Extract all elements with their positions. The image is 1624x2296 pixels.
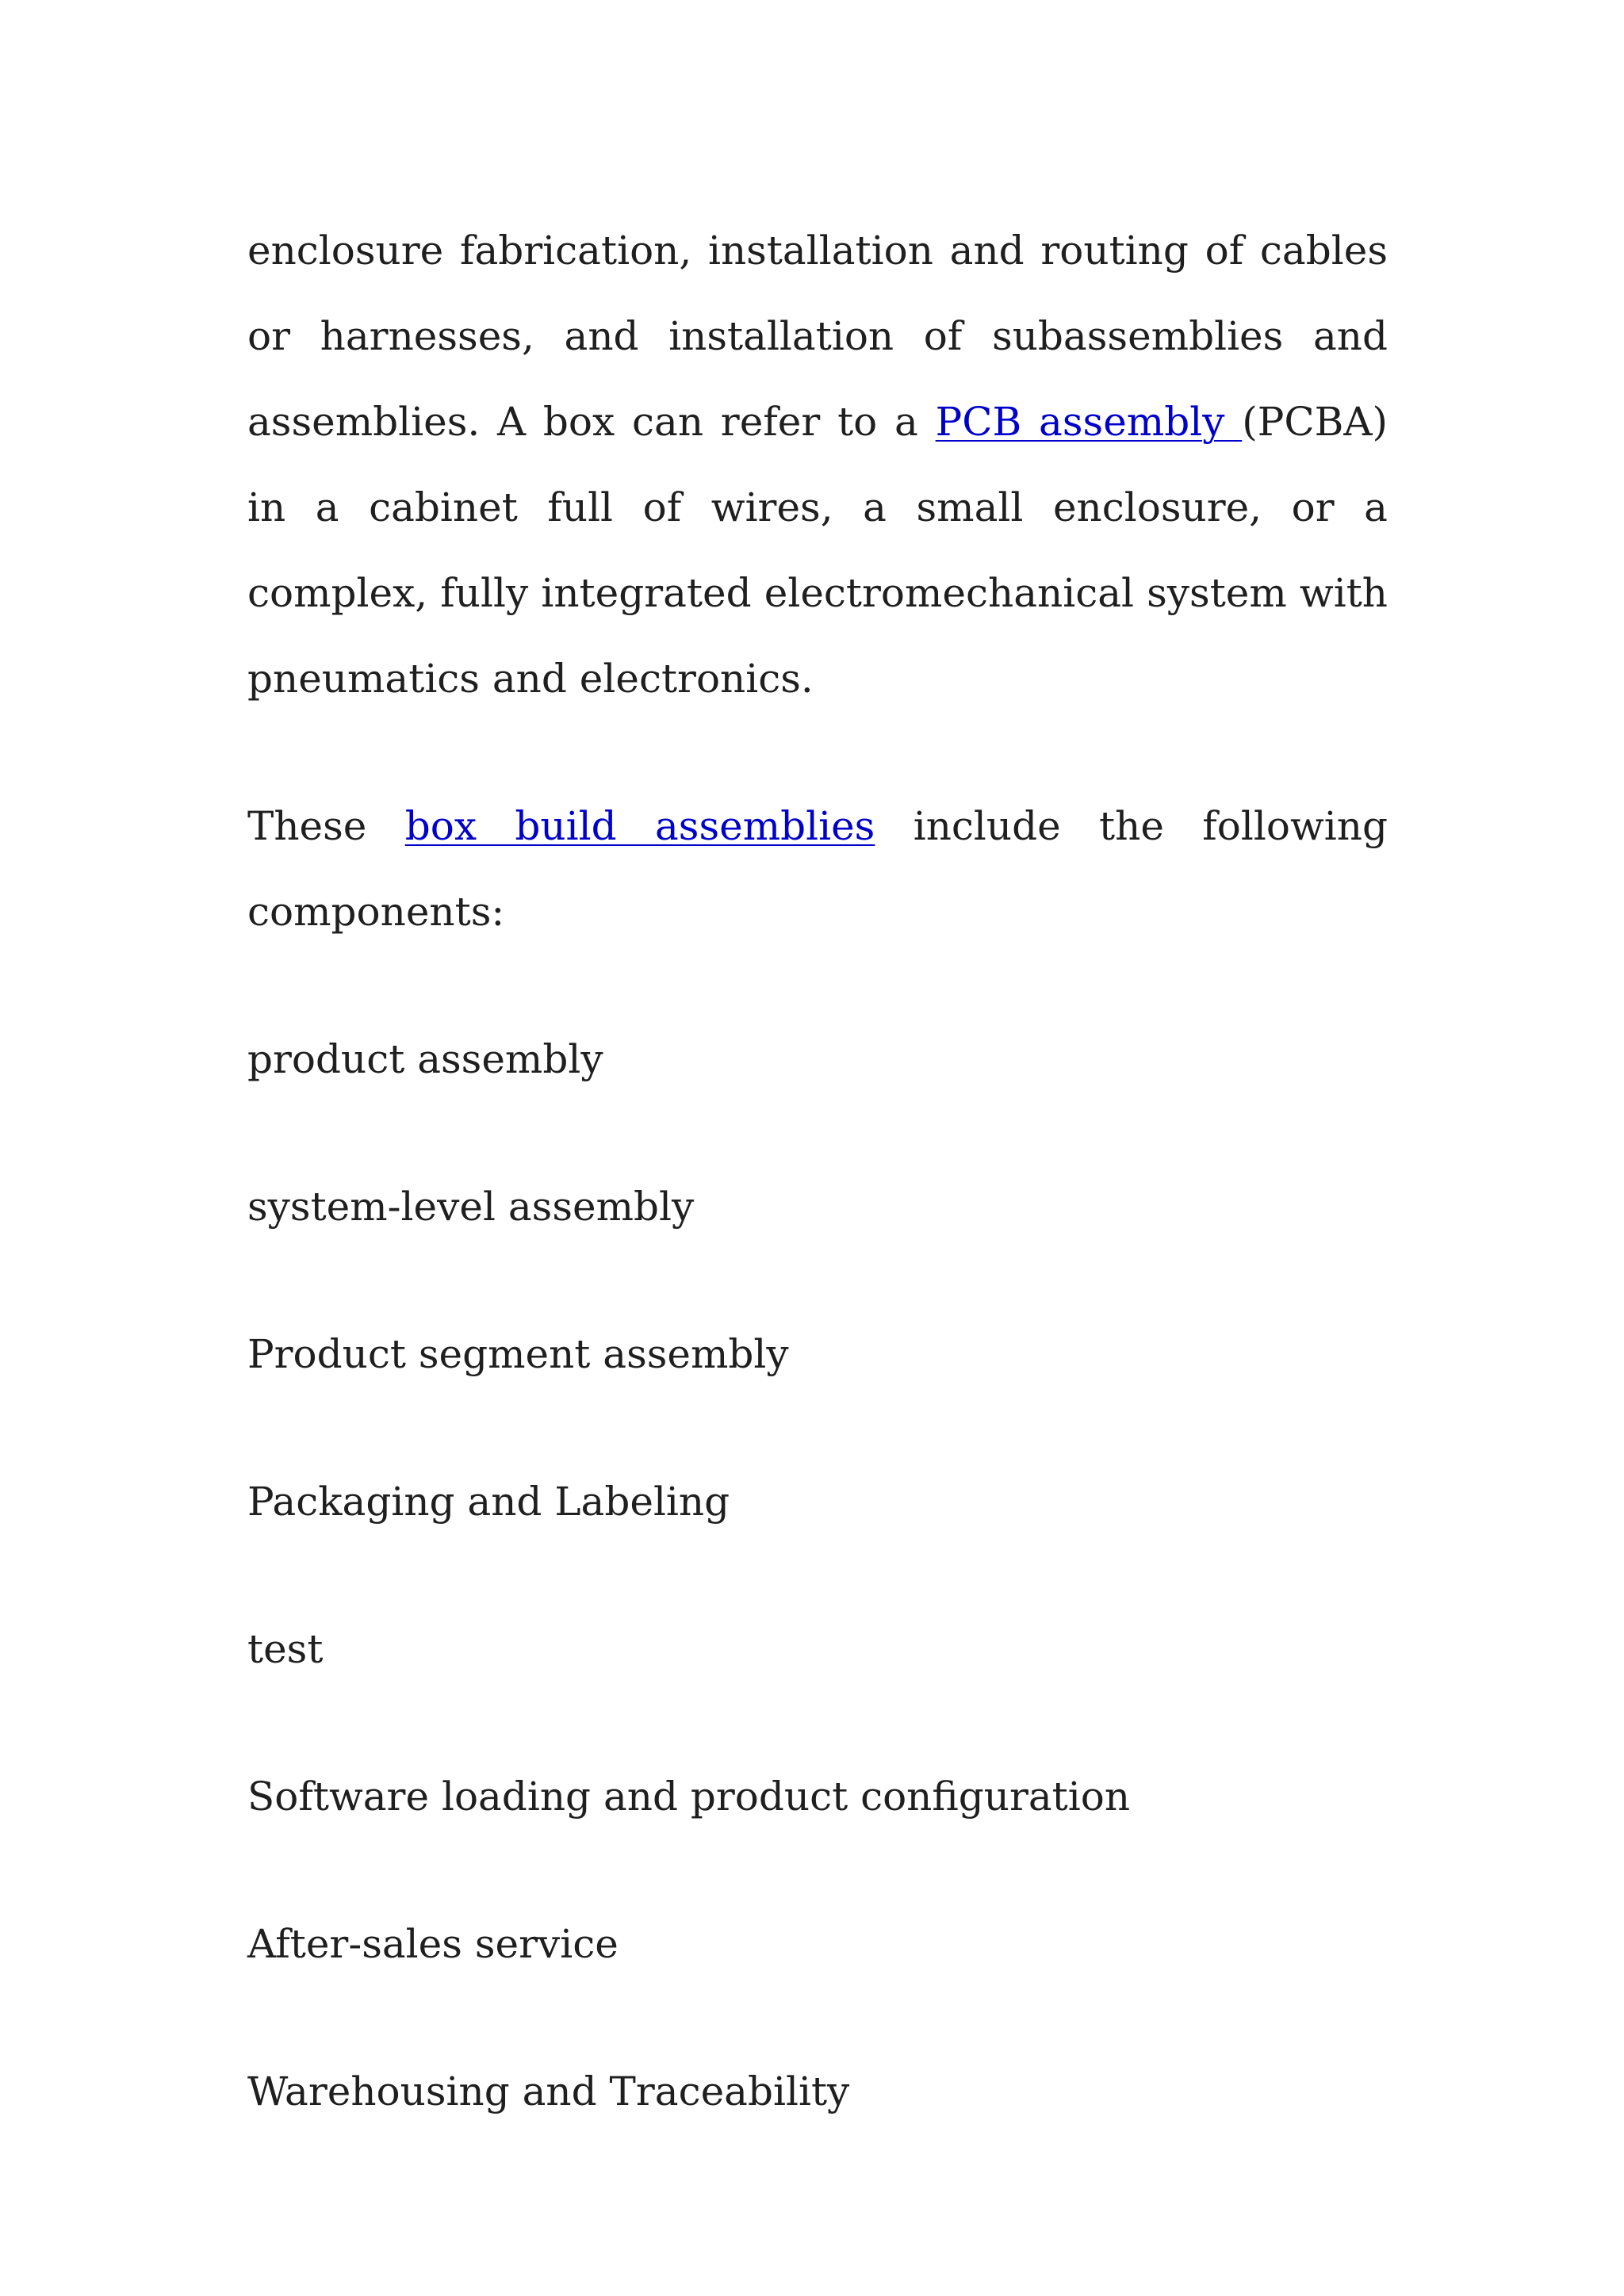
- list-item-warehousing-traceability: Warehousing and Traceability: [247, 2068, 850, 2114]
- list-item-product-segment-assembly: Product segment assembly: [247, 1331, 789, 1377]
- intro-paragraph: [247, 208, 1388, 721]
- intro-text-start: enclosure fabrication, installation and routing of cables or harnesses, and installation of subassemblies and assemblies. A box can refer to a: [247, 228, 1388, 445]
- pcb-assembly-link[interactable]: PCB assembly: [935, 399, 1243, 445]
- list-item-system-level-assembly: system-level assembly: [247, 1184, 695, 1230]
- components-intro-end: include the following components:: [247, 803, 1388, 935]
- list-item-product-assembly: product assembly: [247, 1036, 603, 1082]
- list-item-after-sales-service: After-sales service: [247, 1921, 619, 1967]
- components-list: [247, 1016, 1388, 2134]
- components-intro-start: These: [247, 803, 405, 849]
- intro-text-end: (PCBA) in a cabinet full of wires, a small enclosure, or a complex, fully integrated electromechanical system with pneumatics and electronics.: [247, 399, 1388, 702]
- list-item-packaging-labeling: Packaging and Labeling: [247, 1479, 730, 1525]
- box-build-assemblies-link[interactable]: box build assemblies: [404, 803, 875, 849]
- document-body: [247, 208, 1388, 2134]
- list-item-software-loading: Software loading and product configuration: [247, 1774, 1131, 1820]
- list-item-test: test: [247, 1626, 324, 1672]
- components-intro-paragraph: [247, 783, 1388, 955]
